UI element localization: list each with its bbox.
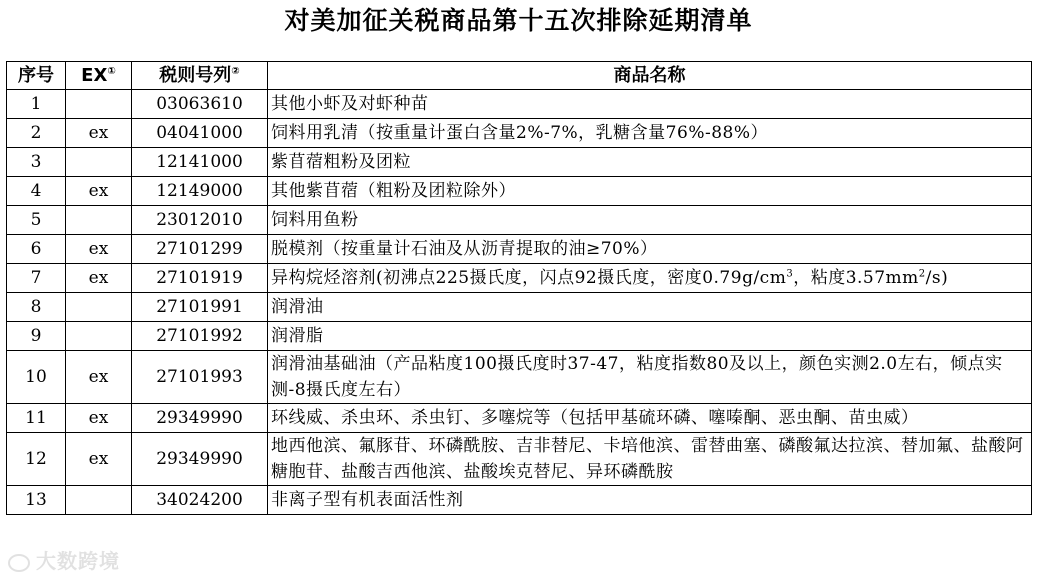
row-code: 23012010: [132, 206, 268, 235]
row-name: 脱模剂（按重量计石油及从沥青提取的油≥70%）: [268, 235, 1032, 264]
row-ex: ex: [66, 119, 132, 148]
table-row: [7, 90, 1032, 119]
table-row: [7, 486, 1032, 515]
row-no: 6: [7, 235, 66, 264]
row-ex: ex: [66, 235, 132, 264]
table-row: [7, 293, 1032, 322]
header-name-label: 商品名称: [613, 64, 686, 86]
row-code: 27101993: [132, 351, 268, 404]
header-name: [268, 62, 1032, 90]
row-code: 04041000: [132, 119, 268, 148]
row-code: 27101992: [132, 322, 268, 351]
row-code: 27101991: [132, 293, 268, 322]
row-ex: [66, 322, 132, 351]
row-code: 29349990: [132, 433, 268, 486]
row-ex: [66, 90, 132, 119]
row-name: 紫苜蓿粗粉及团粒: [268, 148, 1032, 177]
row-no: 10: [7, 351, 66, 404]
row-no: 4: [7, 177, 66, 206]
row-no: 1: [7, 90, 66, 119]
header-code-label: 税则号列: [159, 64, 232, 86]
row-no: 11: [7, 404, 66, 433]
table-header-row: [7, 62, 1032, 90]
row-ex: ex: [66, 177, 132, 206]
table-row: [7, 433, 1032, 486]
row-no: 8: [7, 293, 66, 322]
row-name: 其他小虾及对虾种苗: [268, 90, 1032, 119]
row-name: 润滑油: [268, 293, 1032, 322]
header-no-label: 序号: [18, 64, 54, 86]
row-name-part-c: /s): [925, 268, 949, 288]
header-ex: [66, 62, 132, 90]
header-code: [132, 62, 268, 90]
row-ex: ex: [66, 433, 132, 486]
table-row: [7, 264, 1032, 293]
row-name-part-b: ，粘度3.57mm: [793, 268, 919, 288]
row-code: 27101919: [132, 264, 268, 293]
row-name: 润滑脂: [268, 322, 1032, 351]
row-name: 饲料用乳清（按重量计蛋白含量2%-7%，乳糖含量76%-88%）: [268, 119, 1032, 148]
table-row: [7, 119, 1032, 148]
row-ex: ex: [66, 404, 132, 433]
row-name: 环线威、杀虫环、杀虫钉、多噻烷等（包括甲基硫环磷、噻嗪酮、恶虫酮、苗虫威）: [268, 404, 1032, 433]
row-ex: ex: [66, 264, 132, 293]
row-name-part-a: 异构烷烃溶剂(初沸点225摄氏度，闪点92摄氏度，密度0.79g/cm: [271, 268, 787, 288]
table-row: [7, 404, 1032, 433]
header-ex-footnote: ①: [107, 65, 116, 77]
row-name-superscript-2: 2: [918, 268, 926, 280]
row-name: 地西他滨、氟豚苷、环磷酰胺、吉非替尼、卡培他滨、雷替曲塞、磷酸氟达拉滨、替加氟、盐酸阿糖胞苷、盐酸吉西他滨、盐酸埃克替尼、异环磷酰胺: [268, 433, 1032, 486]
table-row: [7, 235, 1032, 264]
row-no: 12: [7, 433, 66, 486]
row-code: 29349990: [132, 404, 268, 433]
row-name: 润滑油基础油（产品粘度100摄氏度时37-47，粘度指数80及以上，颜色实测2.0左右，倾点实测-8摄氏度左右）: [268, 351, 1032, 404]
row-ex: [66, 293, 132, 322]
row-ex: [66, 148, 132, 177]
table-row: [7, 177, 1032, 206]
watermark: [8, 545, 120, 574]
page-title: 对美加征关税商品第十五次排除延期清单: [284, 6, 753, 35]
row-code: 12141000: [132, 148, 268, 177]
row-no: 5: [7, 206, 66, 235]
row-no: 13: [7, 486, 66, 515]
row-no: 2: [7, 119, 66, 148]
table-row: [7, 148, 1032, 177]
row-name-superscript-3: 3: [786, 268, 794, 280]
row-code: 34024200: [132, 486, 268, 515]
row-code: 12149000: [132, 177, 268, 206]
watermark-logo-icon: [8, 554, 30, 572]
row-ex: ex: [66, 351, 132, 404]
row-code: 03063610: [132, 90, 268, 119]
row-name: 非离子型有机表面活性剂: [268, 486, 1032, 515]
row-no: 3: [7, 148, 66, 177]
row-no: 7: [7, 264, 66, 293]
header-ex-label: EX: [81, 64, 108, 86]
watermark-text: 大数跨境: [36, 549, 120, 573]
table-row: [7, 206, 1032, 235]
row-ex: [66, 206, 132, 235]
row-name: 饲料用鱼粉: [268, 206, 1032, 235]
row-name: 其他紫苜蓿（粗粉及团粒除外）: [268, 177, 1032, 206]
row-code: 27101299: [132, 235, 268, 264]
header-no: [7, 62, 66, 90]
exclusion-list-table: [6, 61, 1032, 515]
table-row: [7, 322, 1032, 351]
row-name: [268, 264, 1032, 293]
table-row: [7, 351, 1032, 404]
header-code-footnote: ②: [231, 65, 240, 77]
row-ex: [66, 486, 132, 515]
row-no: 9: [7, 322, 66, 351]
